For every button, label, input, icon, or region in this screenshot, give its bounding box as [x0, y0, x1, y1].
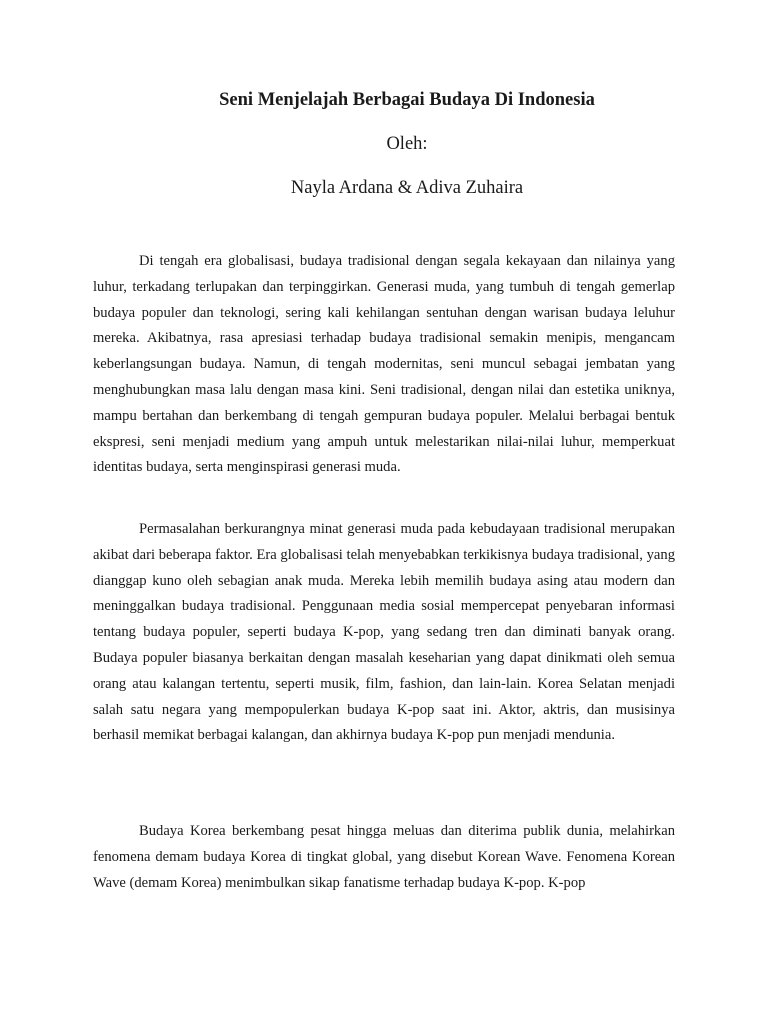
body-paragraph: Permasalahan berkurangnya minat generasi muda pada kebudayaan tradisional merupakan akibat dari beberapa faktor. Era globalisasi telah menyebabkan terkikisnya budaya tradisional, yang dianggap kuno oleh sebagian anak muda. Mereka lebih memilih budaya asing atau modern dan meninggalkan budaya tradisional. Penggunaan media sosial mempercepat penyebaran informasi tentang budaya populer, seperti budaya K-pop, yang sedang tren dan diminati banyak orang. Budaya populer biasanya berkaitan dengan masalah keseharian yang dapat dinikmati oleh semua orang atau kalangan tertentu, seperti musik, film, fashion, dan lain-lain. Korea Selatan menjadi salah satu negara yang mempopulerkan budaya K-pop saat ini. Aktor, aktris, dan musisinya berhasil memikat berbagai kalangan, dan akhirnya budaya K-pop pun menjadi mendunia. [93, 521, 675, 744]
byline-label: Oleh: [386, 134, 428, 154]
document-authors: Nayla Ardana & Adiva Zuhaira [290, 178, 524, 198]
body-paragraph: Di tengah era globalisasi, budaya tradisional dengan segala kekayaan dan nilainya yang luhur, terkadang terlupakan dan terpinggirkan. Generasi muda, yang tumbuh di tengah gemerlap budaya populer dan teknologi, sering kali kehilangan sentuhan dengan warisan budaya leluhur mereka. Akibatnya, rasa apresiasi terhadap budaya tradisional semakin menipis, mengancam keberlangsungan budaya. Namun, di tengah modernitas, seni muncul sebagai jembatan yang menghubungkan masa lalu dengan masa kini. Seni tradisional, dengan nilai dan estetika uniknya, mampu bertahan dan berkembang di tengah gempuran budaya populer. Melalui berbagai bentuk ekspresi, seni menjadi medium yang ampuh untuk melestarikan nilai-nilai luhur, memperkuat identitas budaya, serta menginspirasi generasi muda. [93, 253, 675, 476]
body-paragraph: Budaya Korea berkembang pesat hingga meluas dan diterima publik dunia, melahirkan fenomena demam budaya Korea di tingkat global, yang disebut Korean Wave. Fenomena Korean Wave (demam Korea) menimbulkan sikap fanatisme terhadap budaya K-pop. K-pop [93, 823, 675, 891]
document-title: Seni Menjelajah Berbagai Budaya Di Indonesia [219, 90, 595, 110]
